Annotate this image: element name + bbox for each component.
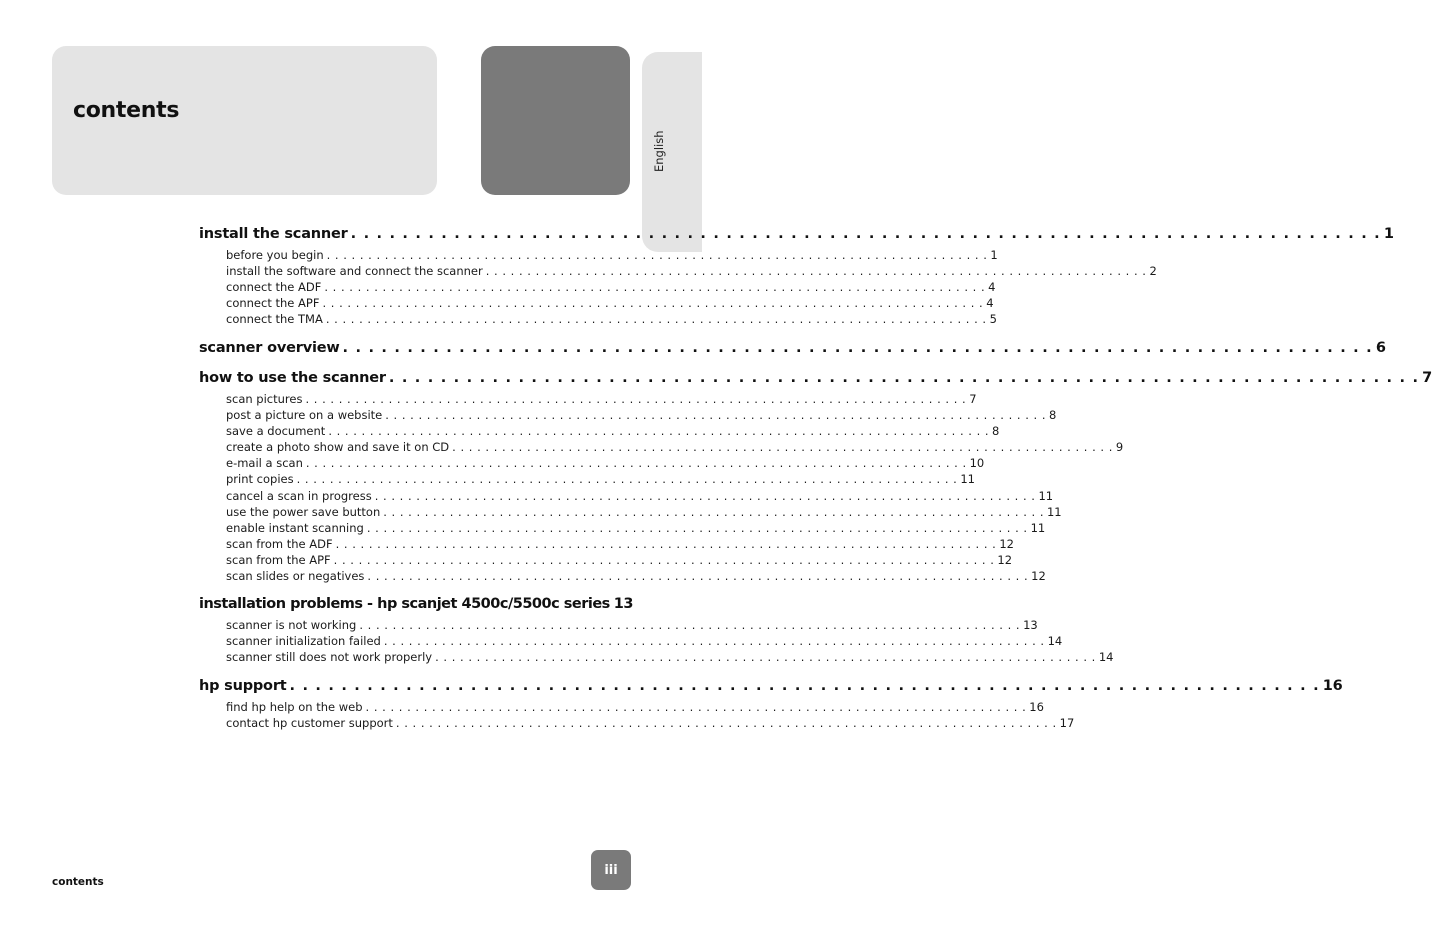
toc-entry-page: 12 bbox=[997, 552, 1013, 567]
toc-heading-title: hp support bbox=[199, 678, 287, 694]
toc-entry[interactable] bbox=[199, 408, 1057, 424]
dot-leader bbox=[328, 424, 989, 438]
dot-leader bbox=[326, 312, 987, 326]
toc-entry[interactable] bbox=[199, 634, 1063, 650]
toc-entry-title: contact hp customer support bbox=[226, 716, 393, 731]
toc-entry-page: 16 bbox=[1029, 700, 1044, 714]
toc-heading-page: 7 bbox=[1422, 370, 1432, 386]
dot-leader bbox=[290, 678, 1320, 694]
toc-entry-title: scan pictures bbox=[226, 392, 303, 406]
toc-section-installation-problems bbox=[199, 596, 1114, 666]
toc-entry-title: cancel a scan in progress bbox=[226, 488, 372, 503]
toc-entry[interactable] bbox=[199, 264, 1157, 280]
dot-leader bbox=[351, 226, 1381, 242]
toc-entry[interactable] bbox=[199, 716, 1075, 732]
toc-entry-page: 17 bbox=[1059, 716, 1075, 731]
dot-leader bbox=[297, 472, 958, 486]
toc-entry[interactable] bbox=[199, 456, 985, 472]
toc-entry[interactable] bbox=[199, 700, 1044, 716]
toc-entry[interactable] bbox=[199, 488, 1054, 505]
toc-entry[interactable] bbox=[199, 424, 1000, 440]
page-title: contents bbox=[73, 98, 180, 123]
toc-section-how-to-use-the-scanner bbox=[199, 370, 1432, 585]
toc-entry-title: scan slides or negatives bbox=[226, 569, 365, 584]
toc-entry[interactable] bbox=[199, 650, 1114, 666]
toc-entry[interactable] bbox=[199, 280, 996, 296]
toc-entry-title: scanner still does not work properly bbox=[226, 650, 433, 665]
toc-entry-page: 13 bbox=[1023, 618, 1038, 632]
toc-entry[interactable] bbox=[199, 536, 1014, 553]
language-tab-label: English bbox=[652, 130, 666, 172]
toc-heading-page: 13 bbox=[613, 596, 633, 612]
toc-entry[interactable] bbox=[199, 520, 1046, 537]
toc-entry-page: 14 bbox=[1098, 650, 1114, 665]
dot-leader bbox=[306, 456, 967, 470]
dot-leader bbox=[375, 489, 1036, 503]
dot-leader bbox=[327, 248, 988, 262]
dot-leader bbox=[336, 537, 997, 551]
toc-entry-page: 4 bbox=[988, 280, 996, 295]
footer-label: contents bbox=[52, 876, 104, 888]
toc-entry-title: create a photo show and save it on CD bbox=[226, 440, 450, 455]
toc-entry-page: 11 bbox=[1046, 504, 1062, 519]
toc-entry-page: 2 bbox=[1149, 264, 1157, 279]
toc-entry-page: 11 bbox=[960, 472, 975, 487]
toc-entry-title: scanner initialization failed bbox=[226, 634, 381, 649]
toc-heading-page: 6 bbox=[1375, 340, 1386, 356]
toc-entry[interactable] bbox=[199, 440, 1124, 456]
toc-heading[interactable] bbox=[199, 370, 1432, 392]
decorative-gray-block bbox=[481, 46, 630, 195]
toc-entry[interactable] bbox=[199, 248, 998, 264]
toc-entry-page: 1 bbox=[990, 248, 998, 262]
toc-entry-title: scan from the ADF bbox=[226, 536, 333, 551]
dot-leader bbox=[384, 634, 1045, 648]
toc-heading-title: how to use the scanner bbox=[199, 370, 386, 386]
toc-entry-page: 14 bbox=[1047, 634, 1063, 649]
dot-leader bbox=[389, 370, 1419, 386]
toc-heading[interactable] bbox=[199, 340, 1386, 362]
dot-leader bbox=[385, 408, 1046, 422]
toc-entry-title: install the software and connect the scanner bbox=[226, 264, 483, 279]
toc-entry-page: 8 bbox=[1048, 408, 1057, 423]
toc-entry[interactable] bbox=[199, 296, 994, 312]
dot-leader bbox=[383, 505, 1044, 519]
dot-leader bbox=[367, 521, 1028, 535]
toc-entry-page: 5 bbox=[989, 312, 997, 327]
toc-heading-title: scanner overview bbox=[199, 340, 340, 356]
dot-leader bbox=[322, 296, 983, 310]
toc-heading[interactable] bbox=[199, 226, 1394, 248]
toc-entry-title: connect the TMA bbox=[226, 312, 323, 327]
toc-heading[interactable] bbox=[199, 678, 1343, 700]
toc-entry[interactable] bbox=[199, 552, 1013, 569]
toc-entry-title: find hp help on the web bbox=[226, 700, 363, 714]
toc-entry[interactable] bbox=[199, 569, 1046, 585]
dot-leader bbox=[334, 553, 995, 567]
toc-entry-page: 12 bbox=[1031, 569, 1046, 584]
dot-leader bbox=[366, 700, 1027, 714]
toc-entry-title: use the power save button bbox=[226, 504, 381, 519]
toc-entry[interactable] bbox=[199, 472, 975, 488]
toc-entry-title: print copies bbox=[226, 472, 294, 487]
toc-entry-title: scan from the APF bbox=[226, 552, 331, 567]
dot-leader bbox=[396, 716, 1057, 730]
toc-entry-title: post a picture on a website bbox=[226, 408, 383, 423]
toc-entry[interactable] bbox=[199, 504, 1062, 521]
toc-entry-title: enable instant scanning bbox=[226, 520, 364, 535]
language-tab bbox=[642, 52, 702, 252]
toc-entry-title: scanner is not working bbox=[226, 618, 357, 632]
toc-section-scanner-overview bbox=[199, 340, 1386, 362]
toc-entry[interactable] bbox=[199, 618, 1038, 634]
toc-entry-page: 9 bbox=[1115, 440, 1124, 455]
toc-entry-page: 8 bbox=[992, 424, 1000, 439]
dot-leader bbox=[305, 392, 966, 406]
dot-leader bbox=[452, 440, 1113, 454]
dot-leader bbox=[343, 340, 1373, 356]
toc-heading-page: 16 bbox=[1322, 678, 1343, 694]
toc-entry[interactable] bbox=[199, 392, 977, 408]
dot-leader bbox=[486, 264, 1147, 278]
toc-entry-title: save a document bbox=[226, 424, 326, 439]
dot-leader bbox=[359, 618, 1020, 632]
toc-entry[interactable] bbox=[199, 312, 997, 328]
toc-section-hp-support bbox=[199, 678, 1343, 732]
dot-leader bbox=[367, 569, 1028, 583]
page-number-badge: iii bbox=[591, 850, 631, 890]
toc-entry-title: before you begin bbox=[226, 248, 324, 262]
toc-entry-page: 12 bbox=[999, 536, 1014, 551]
dot-leader bbox=[435, 650, 1096, 664]
toc-entry-title: connect the ADF bbox=[226, 280, 322, 295]
toc-entry-title: e-mail a scan bbox=[226, 456, 303, 471]
dot-leader bbox=[324, 280, 985, 294]
toc-section-install-the-scanner bbox=[199, 226, 1394, 328]
toc-entry-page: 4 bbox=[986, 296, 994, 311]
toc-heading[interactable] bbox=[199, 596, 633, 618]
toc-heading-title: install the scanner bbox=[199, 226, 348, 242]
toc-entry-page: 11 bbox=[1038, 488, 1054, 503]
toc-heading-page: 1 bbox=[1383, 226, 1394, 242]
toc-heading-title: installation problems - hp scanjet 4500c/5500c series bbox=[199, 596, 610, 612]
toc-entry-page: 7 bbox=[969, 392, 977, 406]
toc-entry-title: connect the APF bbox=[226, 296, 320, 311]
toc-entry-page: 11 bbox=[1030, 520, 1046, 535]
toc-entry-page: 10 bbox=[969, 456, 985, 471]
